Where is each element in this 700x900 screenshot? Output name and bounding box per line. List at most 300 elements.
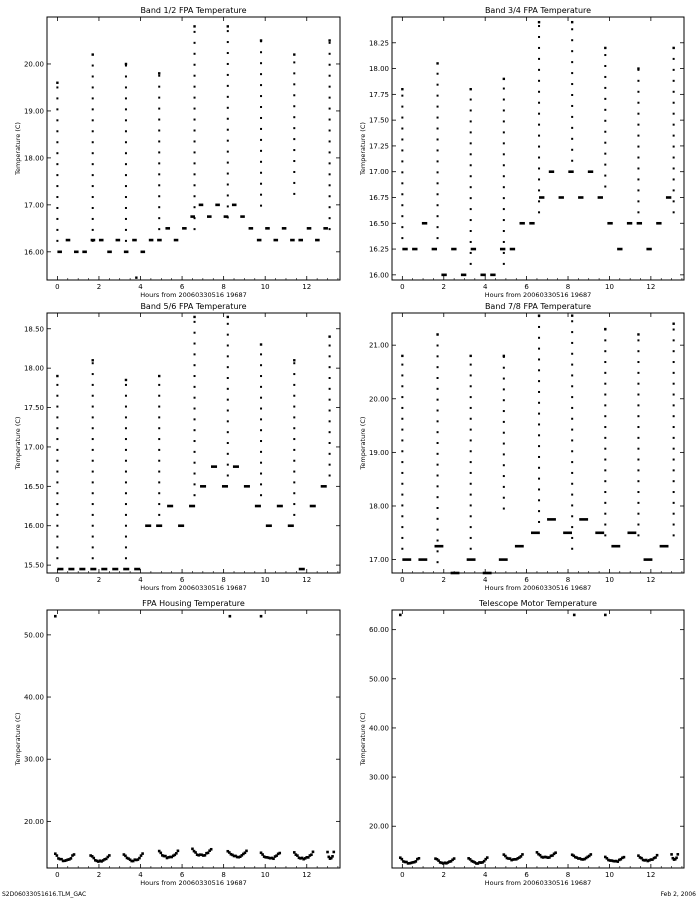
data-point xyxy=(329,162,331,164)
data-point xyxy=(56,557,58,559)
data-point xyxy=(538,146,540,148)
data-point xyxy=(138,857,141,860)
data-point xyxy=(329,75,331,77)
data-point xyxy=(503,175,505,177)
data-point xyxy=(470,197,472,199)
data-point xyxy=(108,854,111,857)
data-point xyxy=(249,227,254,230)
data-point xyxy=(141,852,144,855)
data-point xyxy=(92,427,94,429)
data-point xyxy=(227,323,229,325)
data-point xyxy=(167,505,173,508)
data-point xyxy=(604,47,606,49)
data-point xyxy=(260,51,262,53)
data-point xyxy=(307,227,312,230)
data-point xyxy=(194,173,196,175)
data-point xyxy=(538,189,540,191)
data-point xyxy=(321,485,327,488)
data-point xyxy=(673,459,675,461)
data-point xyxy=(277,505,283,508)
data-point xyxy=(521,853,524,856)
data-point xyxy=(56,185,58,187)
data-point xyxy=(92,75,94,77)
x-tick-label: 4 xyxy=(138,871,143,879)
data-point xyxy=(515,545,524,548)
data-point xyxy=(673,69,675,71)
data-point xyxy=(293,127,295,129)
data-point xyxy=(401,429,403,431)
data-point xyxy=(637,339,639,341)
data-point xyxy=(278,852,281,855)
data-point xyxy=(194,494,196,496)
data-point xyxy=(57,568,63,571)
chart-panel xyxy=(359,302,684,592)
data-point xyxy=(255,505,261,508)
data-point xyxy=(227,173,229,175)
chart-title: FPA Housing Temperature xyxy=(142,599,245,608)
data-point xyxy=(158,108,160,110)
data-point xyxy=(158,75,160,77)
data-point xyxy=(637,394,639,396)
x-tick-label: 4 xyxy=(138,283,143,291)
data-point xyxy=(437,529,439,531)
data-point xyxy=(412,248,417,251)
data-point xyxy=(328,39,330,41)
data-point xyxy=(670,853,673,856)
x-axis-label: Hours from 20060330516 19687 xyxy=(140,879,247,887)
data-point xyxy=(158,395,160,397)
data-point xyxy=(56,406,58,408)
x-tick-label: 10 xyxy=(604,283,614,291)
data-point xyxy=(260,194,262,196)
x-tick-label: 12 xyxy=(302,283,312,291)
data-point xyxy=(207,215,212,218)
data-point xyxy=(125,119,127,121)
data-point xyxy=(56,514,58,516)
data-point xyxy=(82,251,87,254)
data-point xyxy=(503,263,505,265)
data-point xyxy=(503,78,505,80)
data-point xyxy=(260,397,262,399)
data-point xyxy=(673,157,675,159)
data-point xyxy=(227,334,229,336)
data-point xyxy=(227,205,229,207)
data-point xyxy=(92,218,94,220)
x-tick-label: 12 xyxy=(646,871,656,879)
data-point xyxy=(595,531,604,534)
y-tick-label: 18.00 xyxy=(23,364,44,373)
y-axis-label: Temperature (C) xyxy=(14,122,22,175)
data-point xyxy=(125,525,127,527)
data-point xyxy=(92,857,95,860)
data-point xyxy=(158,460,160,462)
data-point xyxy=(538,337,540,339)
y-tick-label: 50.00 xyxy=(23,631,44,640)
x-axis-label: Hours from 20060330516 19687 xyxy=(484,879,592,887)
data-point xyxy=(329,217,331,219)
data-point xyxy=(604,109,606,111)
data-point xyxy=(422,222,427,225)
data-point xyxy=(538,135,540,137)
data-point xyxy=(125,503,127,505)
data-point xyxy=(227,129,229,131)
data-point xyxy=(673,394,675,396)
data-point xyxy=(607,222,612,225)
data-point xyxy=(401,439,403,441)
data-point xyxy=(437,182,439,184)
data-point xyxy=(604,524,606,526)
data-point xyxy=(227,52,229,54)
x-tick-label: 6 xyxy=(179,283,185,291)
data-point xyxy=(92,163,94,165)
data-point xyxy=(470,450,472,452)
data-point xyxy=(571,50,573,52)
data-point xyxy=(571,515,573,517)
data-point xyxy=(401,226,403,228)
data-point xyxy=(329,97,331,99)
data-point xyxy=(227,464,229,466)
data-point xyxy=(329,377,331,379)
data-point xyxy=(503,88,505,90)
data-point xyxy=(158,72,160,74)
data-point xyxy=(401,149,403,151)
data-point xyxy=(92,546,94,548)
data-point xyxy=(260,84,262,86)
data-point xyxy=(401,171,403,173)
plot-frame xyxy=(47,610,340,868)
data-point xyxy=(158,86,160,88)
data-point xyxy=(571,353,573,355)
data-point xyxy=(571,494,573,496)
data-point xyxy=(92,460,94,462)
data-points xyxy=(399,614,679,865)
data-point xyxy=(125,108,127,110)
x-tick-label: 10 xyxy=(260,576,270,584)
data-point xyxy=(469,88,471,90)
data-point xyxy=(571,396,573,398)
chart-panel xyxy=(14,6,340,299)
data-point xyxy=(310,853,313,856)
data-point xyxy=(503,497,505,499)
data-point xyxy=(538,445,540,447)
data-point xyxy=(604,65,606,67)
data-point xyxy=(604,491,606,493)
x-tick-label: 10 xyxy=(604,871,614,879)
data-point xyxy=(470,186,472,188)
data-point xyxy=(673,58,675,60)
data-point xyxy=(158,406,160,408)
data-point xyxy=(437,149,439,151)
data-point xyxy=(92,359,94,361)
data-point xyxy=(56,471,58,473)
data-point xyxy=(194,343,196,345)
data-point xyxy=(149,239,154,242)
data-point xyxy=(637,524,639,526)
y-tick-label: 40.00 xyxy=(23,693,44,702)
data-point xyxy=(637,333,639,335)
data-point xyxy=(193,25,195,27)
data-point xyxy=(547,518,556,521)
data-point xyxy=(401,364,403,366)
x-tick-label: 12 xyxy=(302,576,312,584)
data-point xyxy=(470,396,472,398)
data-point xyxy=(673,502,675,504)
data-point xyxy=(293,373,295,375)
data-point xyxy=(673,200,675,202)
data-point xyxy=(329,399,331,401)
data-point xyxy=(673,167,675,169)
data-points xyxy=(401,314,675,574)
data-point xyxy=(538,157,540,159)
x-tick-label: 0 xyxy=(55,283,60,291)
data-point xyxy=(401,526,403,528)
data-point xyxy=(673,524,675,526)
data-point xyxy=(470,99,472,101)
data-point xyxy=(293,406,295,408)
data-point xyxy=(437,540,439,542)
data-point xyxy=(437,117,439,119)
data-point xyxy=(125,416,127,418)
data-point xyxy=(470,219,472,221)
data-point xyxy=(288,524,294,527)
data-point xyxy=(538,21,540,23)
data-point xyxy=(654,856,657,859)
data-point xyxy=(401,483,403,485)
y-axis-label: Temperature (C) xyxy=(14,712,22,766)
data-point xyxy=(637,469,639,471)
y-tick-label: 16.25 xyxy=(368,245,389,254)
data-point xyxy=(480,274,485,277)
data-point xyxy=(538,348,540,350)
data-point xyxy=(470,472,472,474)
x-axis-label: Hours from 20060330516 19687 xyxy=(140,584,247,592)
data-point xyxy=(329,42,331,44)
data-point xyxy=(418,857,421,860)
data-point xyxy=(538,80,540,82)
data-point xyxy=(227,475,229,477)
data-point xyxy=(56,546,58,548)
data-point xyxy=(486,856,489,859)
data-point xyxy=(132,239,137,242)
data-point xyxy=(299,568,305,571)
data-point xyxy=(293,514,295,516)
data-point xyxy=(588,170,593,173)
data-point xyxy=(293,492,295,494)
data-point xyxy=(470,526,472,528)
data-point xyxy=(257,239,262,242)
data-point xyxy=(673,361,675,363)
data-point xyxy=(538,326,540,328)
data-point xyxy=(604,480,606,482)
data-point xyxy=(470,548,472,550)
data-point xyxy=(260,386,262,388)
data-point xyxy=(571,160,573,162)
y-tick-label: 40.00 xyxy=(368,724,389,733)
x-tick-label: 12 xyxy=(646,576,656,584)
data-point xyxy=(571,364,573,366)
data-point xyxy=(92,229,94,231)
data-points xyxy=(56,25,331,279)
data-point xyxy=(125,536,127,538)
data-point xyxy=(401,138,403,140)
data-point xyxy=(604,426,606,428)
data-point xyxy=(604,131,606,133)
data-point xyxy=(70,857,73,860)
data-point xyxy=(470,131,472,133)
data-point xyxy=(538,499,540,501)
data-point xyxy=(260,39,262,41)
data-point xyxy=(503,142,505,144)
data-point xyxy=(329,388,331,390)
data-point xyxy=(329,140,331,142)
data-point xyxy=(99,239,104,242)
data-point xyxy=(467,558,476,561)
data-point xyxy=(437,226,439,228)
data-point xyxy=(222,485,228,488)
data-point xyxy=(401,418,403,420)
data-point xyxy=(194,418,196,420)
data-point xyxy=(401,385,403,387)
data-point xyxy=(293,427,295,429)
data-point xyxy=(329,453,331,455)
data-point xyxy=(531,531,540,534)
data-point xyxy=(673,415,675,417)
data-point xyxy=(503,508,505,510)
data-point xyxy=(578,196,583,199)
data-point xyxy=(503,464,505,466)
data-point xyxy=(401,355,403,357)
data-point xyxy=(260,343,262,345)
data-point xyxy=(436,333,438,335)
data-point xyxy=(56,416,58,418)
data-point xyxy=(329,53,331,55)
data-point xyxy=(617,248,622,251)
data-point xyxy=(437,485,439,487)
data-point xyxy=(503,120,505,122)
chart-panel xyxy=(14,599,340,887)
data-point xyxy=(604,415,606,417)
data-point xyxy=(332,851,335,854)
data-point xyxy=(158,140,160,142)
chart-title: Telescope Motor Temperature xyxy=(479,599,597,608)
data-point xyxy=(323,227,328,230)
data-point xyxy=(227,420,229,422)
y-tick-label: 20.00 xyxy=(368,395,389,404)
data-point xyxy=(637,534,639,536)
data-point xyxy=(503,164,505,166)
data-point xyxy=(227,118,229,120)
data-point xyxy=(92,65,94,67)
data-point xyxy=(571,331,573,333)
data-point xyxy=(174,239,179,242)
data-point xyxy=(92,416,94,418)
data-point xyxy=(503,186,505,188)
data-point xyxy=(194,140,196,142)
data-point xyxy=(604,339,606,341)
data-point xyxy=(571,526,573,528)
data-point xyxy=(56,119,58,121)
data-point xyxy=(538,36,540,38)
data-point xyxy=(401,237,403,239)
data-point xyxy=(125,449,127,451)
data-point xyxy=(604,513,606,515)
data-point xyxy=(510,248,515,251)
data-point xyxy=(604,54,606,56)
x-tick-label: 2 xyxy=(441,576,447,584)
data-point xyxy=(673,372,675,374)
data-point xyxy=(401,515,403,517)
y-tick-label: 20.00 xyxy=(23,60,44,69)
data-point xyxy=(437,84,439,86)
data-point xyxy=(329,464,331,466)
data-point xyxy=(227,377,229,379)
data-point xyxy=(538,510,540,512)
data-point xyxy=(437,388,439,390)
data-point xyxy=(260,62,262,64)
data-point xyxy=(571,504,573,506)
data-point xyxy=(56,108,58,110)
y-tick-label: 30.00 xyxy=(368,773,389,782)
data-point xyxy=(260,95,262,97)
data-point xyxy=(227,41,229,43)
data-point xyxy=(637,350,639,352)
data-point xyxy=(470,175,472,177)
data-point xyxy=(125,460,127,462)
data-point xyxy=(56,130,58,132)
data-point xyxy=(194,75,196,77)
data-point xyxy=(194,31,196,33)
data-point xyxy=(112,568,118,571)
data-point xyxy=(571,461,573,463)
data-point xyxy=(538,25,540,27)
data-point xyxy=(470,252,472,254)
data-point xyxy=(604,164,606,166)
y-tick-label: 15.50 xyxy=(23,561,44,570)
data-point xyxy=(56,854,59,857)
data-point xyxy=(92,471,94,473)
data-point xyxy=(194,195,196,197)
y-tick-label: 50.00 xyxy=(368,675,389,684)
data-points xyxy=(401,21,675,276)
data-point xyxy=(227,96,229,98)
data-point xyxy=(158,228,160,230)
data-point xyxy=(538,434,540,436)
y-tick-label: 18.00 xyxy=(23,154,44,163)
data-point xyxy=(56,174,58,176)
data-point xyxy=(260,494,262,496)
data-point xyxy=(656,222,661,225)
data-point xyxy=(193,316,195,318)
data-point xyxy=(260,451,262,453)
data-point xyxy=(470,109,472,111)
data-point xyxy=(673,437,675,439)
data-point xyxy=(227,399,229,401)
y-tick-label: 17.00 xyxy=(368,556,389,565)
data-point xyxy=(490,274,495,277)
data-point xyxy=(194,119,196,121)
data-point xyxy=(571,548,573,550)
data-point xyxy=(437,345,439,347)
data-point xyxy=(627,531,636,534)
data-point xyxy=(293,471,295,473)
data-point xyxy=(260,375,262,377)
data-point xyxy=(604,175,606,177)
data-point xyxy=(175,852,178,855)
data-point xyxy=(215,204,220,207)
data-point xyxy=(194,851,197,854)
data-point xyxy=(293,83,295,85)
data-point xyxy=(191,848,194,851)
